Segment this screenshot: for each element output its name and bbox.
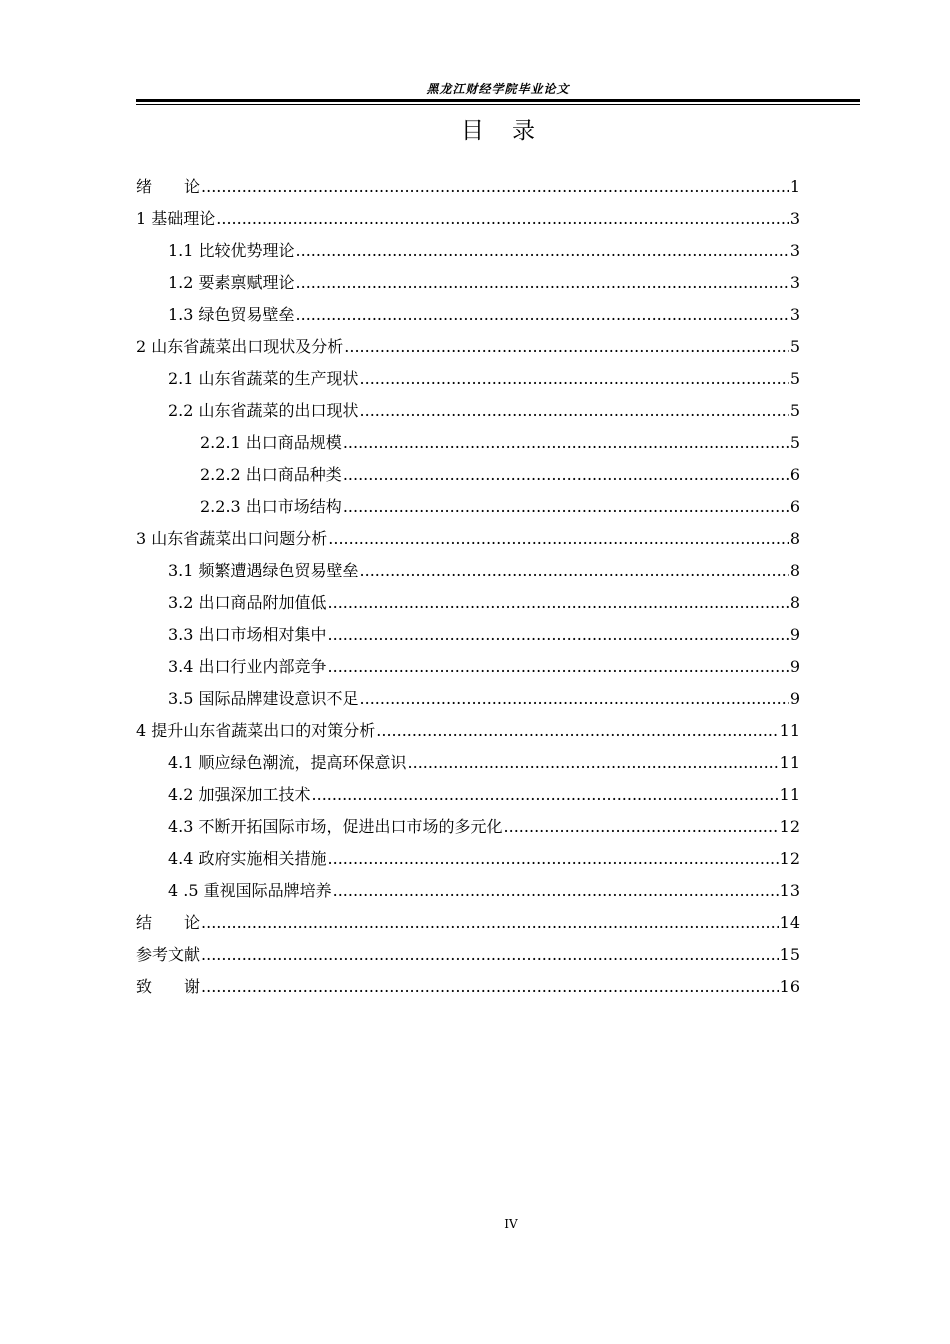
toc-entry-label: 致 谢 (136, 977, 201, 996)
toc-entry-label: 2.2 山东省蔬菜的出口现状 (168, 401, 359, 420)
toc-leader-dots (328, 524, 789, 554)
toc-entry-4-4[interactable] (136, 844, 800, 876)
toc-entry-3-2[interactable] (136, 588, 800, 620)
header-rule-thick (136, 99, 860, 102)
toc-leader-dots (344, 332, 789, 362)
toc-entry-references[interactable] (136, 940, 800, 972)
running-header: 黑龙江财经学院毕业论文 (426, 82, 570, 96)
toc-entry-3-3[interactable] (136, 620, 800, 652)
toc-entry-3-5[interactable] (136, 684, 800, 716)
toc-entry-label: 3.2 出口商品附加值低 (168, 593, 327, 612)
toc-entry-3[interactable] (136, 524, 800, 556)
toc-entry-acknowledgements[interactable] (136, 972, 800, 1004)
toc-leader-dots (343, 460, 789, 490)
header-rule-thin (136, 104, 860, 105)
toc-leader-dots (328, 844, 779, 874)
toc-entry-2[interactable] (136, 332, 800, 364)
toc-entry-2-2-3[interactable] (136, 492, 800, 524)
toc-leader-dots (408, 748, 779, 778)
toc-entry-label: 1.3 绿色贸易壁垒 (168, 305, 295, 324)
toc-entry-1[interactable] (136, 204, 800, 236)
toc-entry-4-1[interactable] (136, 748, 800, 780)
toc-leader-dots (296, 268, 789, 298)
toc-entry-label: 1.2 要素禀赋理论 (168, 273, 295, 292)
toc-leader-dots (360, 556, 789, 586)
toc-entry-label: 2.2.1 出口商品规模 (200, 433, 342, 452)
toc-entry-page: 14 (779, 913, 800, 932)
toc-leader-dots (296, 300, 789, 330)
toc-leader-dots (201, 940, 779, 970)
toc-entry-intro[interactable] (136, 172, 800, 204)
toc-entry-page: 8 (789, 593, 800, 612)
toc-entry-label: 4 提升山东省蔬菜出口的对策分析 (136, 721, 376, 740)
toc-leader-dots (296, 236, 789, 266)
toc-entry-4-2[interactable] (136, 780, 800, 812)
toc-entry-page: 15 (779, 945, 800, 964)
toc-entry-page: 3 (789, 273, 800, 292)
toc-entry-label: 4.1 顺应绿色潮流，提高环保意识 (168, 753, 407, 772)
toc-entry-label: 3 山东省蔬菜出口问题分析 (136, 529, 328, 548)
toc-entry-1-3[interactable] (136, 300, 800, 332)
toc-entry-page: 11 (779, 753, 800, 772)
toc-entry-label: 3.5 国际品牌建设意识不足 (168, 689, 359, 708)
toc-entry-page: 16 (779, 977, 800, 996)
toc-entry-label: 3.1 频繁遭遇绿色贸易壁垒 (168, 561, 359, 580)
toc-leader-dots (360, 684, 789, 714)
toc-entry-page: 5 (789, 337, 800, 356)
toc-entry-page: 5 (789, 401, 800, 420)
toc-entry-page: 3 (789, 241, 800, 260)
toc-entry-page: 12 (779, 817, 800, 836)
toc-entry-label: 2.2.2 出口商品种类 (200, 465, 342, 484)
toc-entry-page: 3 (789, 209, 800, 228)
toc-entry-label: 4.4 政府实施相关措施 (168, 849, 327, 868)
toc-entry-2-2-1[interactable] (136, 428, 800, 460)
toc-entry-1-1[interactable] (136, 236, 800, 268)
toc-leader-dots (201, 908, 779, 938)
toc-entry-3-4[interactable] (136, 652, 800, 684)
toc-entry-label: 结 论 (136, 913, 201, 932)
toc-entry-page: 5 (789, 369, 800, 388)
toc-leader-dots (343, 428, 789, 458)
toc-leader-dots (360, 364, 789, 394)
toc-entry-label: 3.4 出口行业内部竞争 (168, 657, 327, 676)
toc-entry-2-2[interactable] (136, 396, 800, 428)
toc-entry-4-3[interactable] (136, 812, 800, 844)
toc-heading-second-char: 录 (512, 118, 535, 144)
toc-entry-page: 9 (789, 625, 800, 644)
toc-entry-2-1[interactable] (136, 364, 800, 396)
toc-entry-page: 8 (789, 561, 800, 580)
toc-entry-page: 11 (779, 785, 800, 804)
toc-leader-dots (328, 588, 789, 618)
toc-entry-label: 1 基础理论 (136, 209, 216, 228)
toc-entry-2-2-2[interactable] (136, 460, 800, 492)
toc-leader-dots (343, 492, 789, 522)
toc-entry-label: 4.3 不断开拓国际市场，促进出口市场的多元化 (168, 817, 503, 836)
toc-entry-page: 9 (789, 689, 800, 708)
toc-entry-page: 5 (789, 433, 800, 452)
toc-entry-page: 6 (789, 465, 800, 484)
toc-entry-label: 绪 论 (136, 177, 201, 196)
toc-leader-dots (328, 620, 789, 650)
toc-leader-dots (201, 172, 789, 202)
toc-entry-label: 2 山东省蔬菜出口现状及分析 (136, 337, 344, 356)
toc-entry-page: 11 (779, 721, 800, 740)
toc-entry-page: 6 (789, 497, 800, 516)
toc-leader-dots (216, 204, 789, 234)
toc-entry-4[interactable] (136, 716, 800, 748)
toc-entry-1-2[interactable] (136, 268, 800, 300)
toc-entry-page: 9 (789, 657, 800, 676)
toc-heading (136, 116, 860, 146)
toc-leader-dots (333, 876, 779, 906)
toc-leader-dots (376, 716, 778, 746)
toc-entry-page: 3 (789, 305, 800, 324)
toc-leader-dots (504, 812, 779, 842)
toc-leader-dots (360, 396, 789, 426)
toc-list (136, 172, 800, 1004)
toc-entry-label: 3.3 出口市场相对集中 (168, 625, 327, 644)
toc-leader-dots (328, 652, 789, 682)
toc-leader-dots (201, 972, 779, 1002)
toc-entry-label: 2.2.3 出口市场结构 (200, 497, 342, 516)
page-number: IV (504, 1217, 518, 1231)
toc-entry-3-1[interactable] (136, 556, 800, 588)
toc-heading-first-char: 目 (461, 118, 484, 144)
toc-entry-label: 参考文献 (136, 945, 201, 964)
toc-entry-label: 2.1 山东省蔬菜的生产现状 (168, 369, 359, 388)
toc-entry-label: 4 .5 重视国际品牌培养 (168, 881, 332, 900)
toc-leader-dots (312, 780, 779, 810)
toc-entry-label: 4.2 加强深加工技术 (168, 785, 311, 804)
toc-entry-label: 1.1 比较优势理论 (168, 241, 295, 260)
toc-entry-page: 13 (779, 881, 800, 900)
toc-entry-4-5[interactable] (136, 876, 800, 908)
toc-entry-page: 12 (779, 849, 800, 868)
toc-entry-page: 1 (789, 177, 800, 196)
toc-entry-page: 8 (789, 529, 800, 548)
toc-entry-conclusion[interactable] (136, 908, 800, 940)
